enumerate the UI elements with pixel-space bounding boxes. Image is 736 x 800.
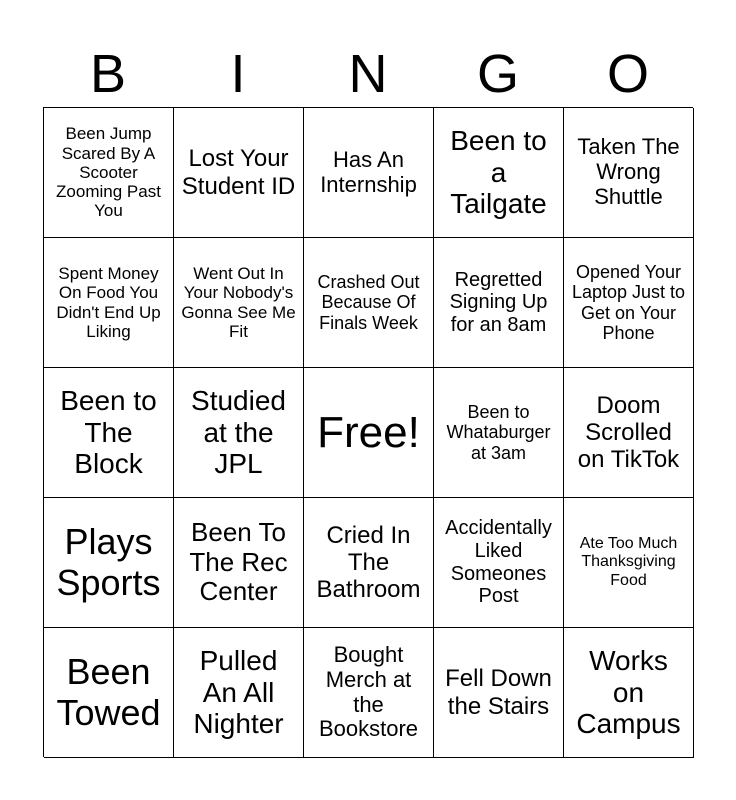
bingo-cell[interactable]: Bought Merch at the Bookstore xyxy=(304,628,434,758)
bingo-cell[interactable]: Pulled An All Nighter xyxy=(174,628,304,758)
bingo-cell[interactable]: Cried In The Bathroom xyxy=(304,498,434,628)
bingo-cell[interactable]: Has An Internship xyxy=(304,108,434,238)
bingo-board xyxy=(43,107,693,757)
bingo-cell[interactable]: Studied at the JPL xyxy=(174,368,304,498)
bingo-cell[interactable]: Regretted Signing Up for an 8am xyxy=(434,238,564,368)
bingo-cell[interactable]: Been to The Block xyxy=(44,368,174,498)
bingo-cell[interactable]: Taken The Wrong Shuttle xyxy=(564,108,694,238)
bingo-cell[interactable]: Plays Sports xyxy=(44,498,174,628)
header-letter-n: N xyxy=(348,44,388,104)
header-letter-i: I xyxy=(230,44,246,104)
header-letter-o: O xyxy=(606,44,649,104)
bingo-cell[interactable]: Been Jump Scared By A Scooter Zooming Past You xyxy=(44,108,174,238)
bingo-cell[interactable]: Lost Your Student ID xyxy=(174,108,304,238)
bingo-header xyxy=(43,40,693,108)
bingo-cell[interactable]: Works on Campus xyxy=(564,628,694,758)
bingo-cell[interactable]: Went Out In Your Nobody's Gonna See Me Fit xyxy=(174,238,304,368)
bingo-cell[interactable]: Crashed Out Because Of Finals Week xyxy=(304,238,434,368)
free-space-cell[interactable]: Free! xyxy=(304,368,434,498)
bingo-cell[interactable]: Been to a Tailgate xyxy=(434,108,564,238)
bingo-cell[interactable]: Been To The Rec Center xyxy=(174,498,304,628)
bingo-cell[interactable]: Spent Money On Food You Didn't End Up Liking xyxy=(44,238,174,368)
header-letter-g: G xyxy=(476,44,519,104)
bingo-cell[interactable]: Doom Scrolled on TikTok xyxy=(564,368,694,498)
header-letter-b: B xyxy=(89,44,127,104)
bingo-cell[interactable]: Ate Too Much Thanksgiving Food xyxy=(564,498,694,628)
bingo-cell[interactable]: Accidentally Liked Someones Post xyxy=(434,498,564,628)
bingo-cell[interactable]: Been Towed xyxy=(44,628,174,758)
bingo-cell[interactable]: Opened Your Laptop Just to Get on Your Phone xyxy=(564,238,694,368)
bingo-cell[interactable]: Fell Down the Stairs xyxy=(434,628,564,758)
bingo-cell[interactable]: Been to Whataburger at 3am xyxy=(434,368,564,498)
